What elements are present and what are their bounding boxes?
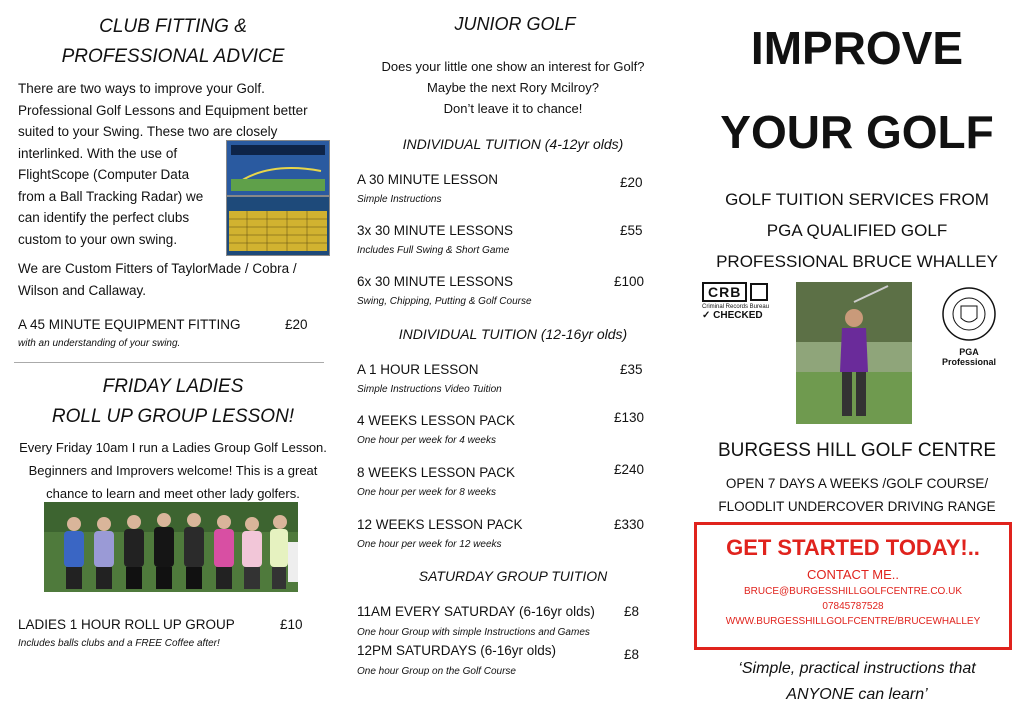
club-fitting-paragraph: There are two ways to improve your Golf. Professional Golf Lessons and Equipment better suited to your Swing. These two are closely interlinked. With the use of FlightScope (Computer Data from a Ball Tracking Radar) we can identify the perfect clubs custom to your own swing. — [18, 81, 308, 247]
list-item-price: £35 — [620, 362, 643, 377]
list-item-desc: One hour per week for 12 weeks — [357, 539, 502, 550]
opening-info: OPEN 7 DAYS A WEEKS /GOLF COURSE/ FLOODLIT UNDERCOVER DRIVING RANGE — [718, 476, 996, 514]
list-item-name: 6x 30 MINUTE LESSONS — [357, 274, 514, 289]
list-item-name: 3x 30 MINUTE LESSONS — [357, 223, 514, 238]
list-item-price: £8 — [624, 604, 640, 619]
pga-crest-icon — [941, 286, 997, 342]
crb-checked-logo: CRB Criminal Records Bureau ✓ CHECKED — [702, 284, 770, 321]
list-item-price: £100 — [614, 274, 645, 289]
list-item-name: 8 WEEKS LESSON PACK — [357, 465, 516, 480]
fitting-item-name: A 45 MINUTE EQUIPMENT FITTING — [18, 317, 241, 332]
title-line-1: IMPROVE — [750, 22, 964, 74]
list-item-desc: Simple Instructions Video Tuition — [357, 384, 502, 395]
list-item-desc: One hour per week for 4 weeks — [357, 435, 496, 446]
list-item-price: £55 — [620, 223, 643, 238]
section-heading-saturday: SATURDAY GROUP TUITION — [418, 568, 608, 584]
custom-fitters-text: We are Custom Fitters of TaylorMade / Cobra / Wilson and Callaway. — [18, 261, 297, 298]
junior-golf-heading: JUNIOR GOLF — [454, 14, 576, 34]
section-heading-4-12: INDIVIDUAL TUITION (4-12yr olds) — [402, 136, 624, 152]
contact-email-link[interactable]: BRUCE@BURGESSHILLGOLFCENTRE.CO.UK — [744, 586, 962, 597]
list-item-name: 12PM SATURDAYS (6-16yr olds) — [357, 643, 557, 658]
subtitle: GOLF TUITION SERVICES FROM PGA QUALIFIED GOLF PROFESSIONAL BRUCE WHALLEY — [716, 190, 998, 271]
list-item-desc: Simple Instructions — [357, 194, 442, 205]
crb-emblem-icon — [750, 283, 768, 301]
cta-title: GET STARTED TODAY!.. — [726, 535, 980, 560]
pga-professional-logo: PGA Professional — [934, 286, 1004, 360]
ladies-item-price: £10 — [280, 617, 303, 632]
contact-label: CONTACT ME.. — [807, 567, 899, 582]
list-item-desc: One hour Group on the Golf Course — [357, 666, 516, 677]
title-line-2: YOUR GOLF — [720, 106, 994, 158]
fitting-item-desc: with an understanding of your swing. — [18, 338, 181, 349]
contact-website-link[interactable]: WWW.BURGESSHILLGOLFCENTRE/BRUCEWHALLEY — [725, 616, 981, 627]
list-item-name: A 30 MINUTE LESSON — [357, 172, 499, 187]
list-item-desc: Includes Full Swing & Short Game — [357, 245, 510, 256]
list-item-name: 4 WEEKS LESSON PACK — [357, 413, 516, 428]
list-item-desc: One hour per week for 8 weeks — [357, 487, 496, 498]
tagline-quote: ‘Simple, practical instructions that ANYONE can learn’ — [738, 660, 976, 703]
ladies-group-photo — [44, 502, 298, 592]
list-item-desc: Swing, Chipping, Putting & Golf Course — [357, 296, 532, 307]
contact-phone[interactable]: 07845787528 — [822, 601, 884, 612]
centre-name: BURGESS HILL GOLF CENTRE — [717, 440, 997, 461]
friday-ladies-paragraph: Every Friday 10am I run a Ladies Group Golf Lesson. Beginners and Improvers welcome! This is a great chance to learn and meet other lady golfers. — [19, 440, 327, 501]
list-item-name: 11AM EVERY SATURDAY (6-16yr olds) — [357, 604, 595, 619]
flightscope-screenshot-2 — [226, 196, 330, 256]
column-divider — [14, 362, 324, 363]
section-heading-12-16: INDIVIDUAL TUITION (12-16yr olds) — [398, 326, 628, 342]
flightscope-screenshot-1 — [226, 140, 330, 196]
list-item-name: 12 WEEKS LESSON PACK — [357, 517, 523, 532]
get-started-box — [694, 522, 1012, 650]
junior-intro: Does your little one show an interest for Golf? Maybe the next Rory Mcilroy? Don’t leave it to chance! — [381, 59, 645, 116]
ladies-item-desc: Includes balls clubs and a FREE Coffee after! — [18, 638, 220, 649]
list-item-desc: One hour Group with simple Instructions and Games — [357, 627, 590, 638]
golfer-photo — [796, 282, 912, 424]
list-item-price: £8 — [624, 647, 640, 662]
list-item-price: £20 — [620, 175, 643, 190]
list-item-price: £330 — [614, 517, 645, 532]
friday-ladies-heading: FRIDAY LADIES ROLL UP GROUP LESSON! — [51, 376, 295, 427]
list-item-name: A 1 HOUR LESSON — [357, 362, 479, 377]
club-fitting-heading: CLUB FITTING & PROFESSIONAL ADVICE — [61, 16, 285, 67]
ladies-item-name: LADIES 1 HOUR ROLL UP GROUP — [18, 617, 235, 632]
list-item-price: £130 — [614, 410, 645, 425]
fitting-item-price: £20 — [285, 317, 308, 332]
list-item-price: £240 — [614, 462, 645, 477]
